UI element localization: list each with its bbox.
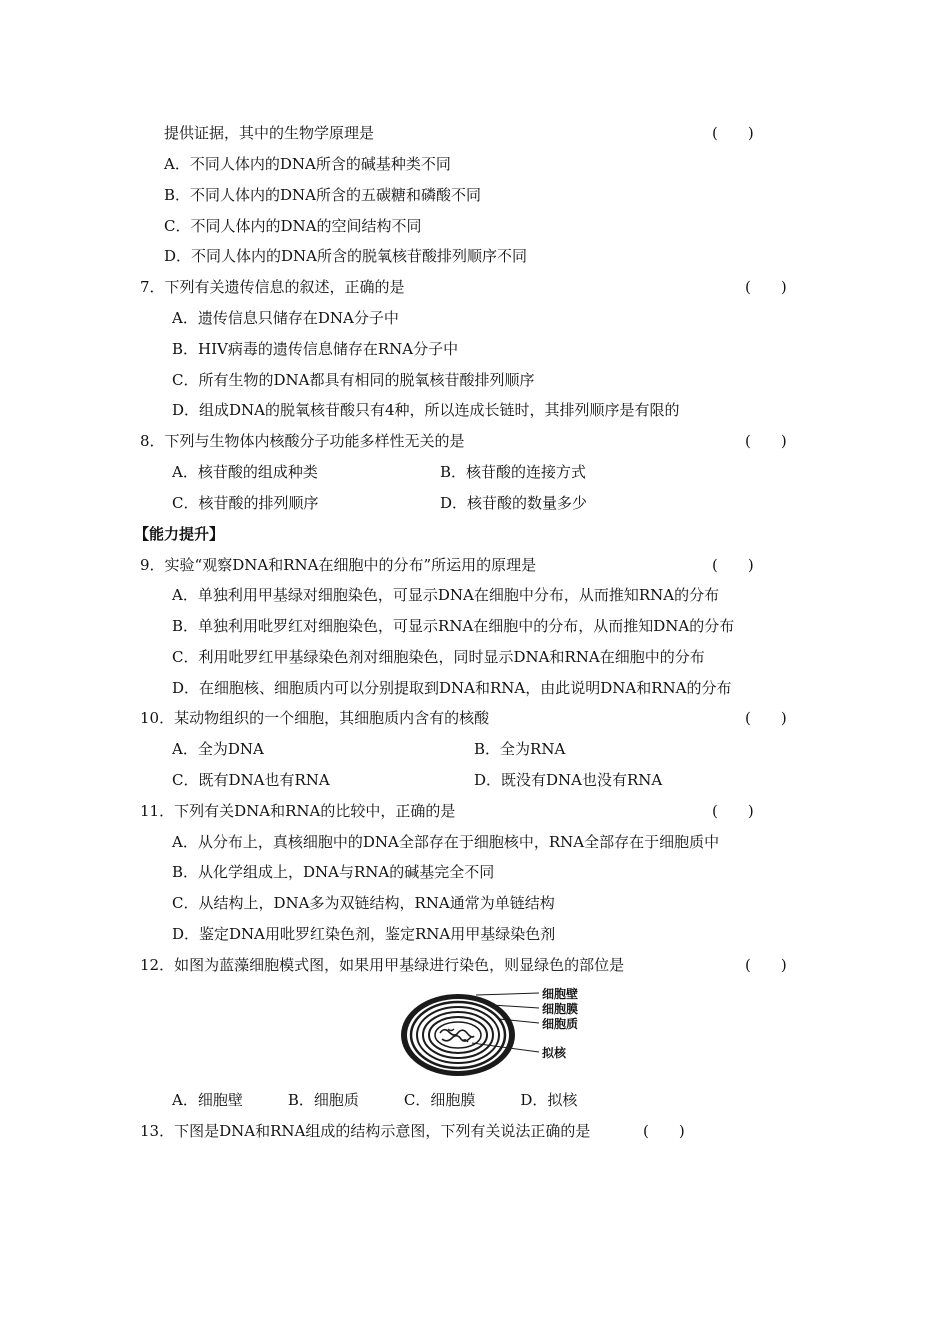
q7-option-b: B．HIV病毒的遗传信息储存在RNA分子中 [172, 340, 459, 358]
answer-paren: ( ) [745, 432, 787, 450]
q11-option-d: D．鉴定DNA用吡罗红染色剂，鉴定RNA用甲基绿染色剂 [172, 925, 556, 943]
q10-option-a: A．全为DNA [172, 740, 264, 758]
q8-option-b: B．核苷酸的连接方式 [440, 463, 587, 481]
q11-stem: 11．下列有关DNA和RNA的比较中，正确的是 [140, 802, 456, 820]
answer-paren: ( ) [745, 709, 787, 727]
label-cytoplasm: 细胞质 [542, 1017, 579, 1031]
answer-paren: ( ) [712, 124, 754, 142]
q12-options: A．细胞壁 B．细胞质 C．细胞膜 D．拟核 [172, 1091, 578, 1109]
q6-option-b: B．不同人体内的DNA所含的五碳糖和磷酸不同 [164, 186, 482, 204]
q10-option-d: D．既没有DNA也没有RNA [474, 771, 663, 789]
q11-option-c: C．从结构上，DNA多为双链结构，RNA通常为单链结构 [172, 894, 555, 912]
q8-stem: 8．下列与生物体内核酸分子功能多样性无关的是 [140, 432, 465, 450]
label-nucleoid: 拟核 [542, 1046, 567, 1060]
q7-option-a: A．遗传信息只储存在DNA分子中 [172, 309, 399, 327]
q13-stem: 13．下图是DNA和RNA组成的结构示意图，下列有关说法正确的是 [140, 1122, 591, 1140]
label-cell-membrane: 细胞膜 [542, 1002, 579, 1016]
q8-option-c: C．核苷酸的排列顺序 [172, 494, 319, 512]
q9-stem: 9．实验“观察DNA和RNA在细胞中的分布”所运用的原理是 [140, 556, 537, 574]
answer-paren: ( ) [745, 956, 787, 974]
q10-option-c: C．既有DNA也有RNA [172, 771, 330, 789]
section-heading: 【能力提升】 [134, 525, 225, 543]
q12-stem: 12．如图为蓝藻细胞模式图，如果用甲基绿进行染色，则显绿色的部位是 [140, 956, 625, 974]
q6-stem-continuation: 提供证据，其中的生物学原理是 [164, 124, 375, 142]
q9-option-a: A．单独利用甲基绿对细胞染色，可显示DNA在细胞中分布，从而推知RNA的分布 [172, 586, 720, 604]
q9-option-b: B．单独利用吡罗红对细胞染色，可显示RNA在细胞中的分布，从而推知DNA的分布 [172, 617, 735, 635]
answer-paren: ( ) [643, 1122, 685, 1140]
answer-paren: ( ) [712, 556, 754, 574]
answer-paren: ( ) [745, 278, 787, 296]
answer-paren: ( ) [712, 802, 754, 820]
q6-option-c: C．不同人体内的DNA的空间结构不同 [164, 217, 422, 235]
q6-option-a: A．不同人体内的DNA所含的碱基种类不同 [164, 155, 451, 173]
q11-option-a: A．从分布上，真核细胞中的DNA全部存在于细胞核中，RNA全部存在于细胞质中 [172, 833, 720, 851]
q7-option-c: C．所有生物的DNA都具有相同的脱氧核苷酸排列顺序 [172, 371, 535, 389]
q7-stem: 7．下列有关遗传信息的叙述，正确的是 [140, 278, 405, 296]
q10-stem: 10．某动物组织的一个细胞，其细胞质内含有的核酸 [140, 709, 490, 727]
label-cell-wall: 细胞壁 [542, 987, 579, 1001]
q9-option-d: D．在细胞核、细胞质内可以分别提取到DNA和RNA，由此说明DNA和RNA的分布 [172, 679, 732, 697]
q10-option-b: B．全为RNA [474, 740, 566, 758]
q7-option-d: D．组成DNA的脱氧核苷酸只有4种，所以连成长链时，其排列顺序是有限的 [172, 401, 680, 419]
q8-option-a: A．核苷酸的组成种类 [172, 463, 318, 481]
q9-option-c: C．利用吡罗红甲基绿染色剂对细胞染色，同时显示DNA和RNA在细胞中的分布 [172, 648, 705, 666]
q8-option-d: D．核苷酸的数量多少 [440, 494, 588, 512]
q6-option-d: D．不同人体内的DNA所含的脱氧核苷酸排列顺序不同 [164, 247, 528, 265]
q11-option-b: B．从化学组成上，DNA与RNA的碱基完全不同 [172, 863, 495, 881]
